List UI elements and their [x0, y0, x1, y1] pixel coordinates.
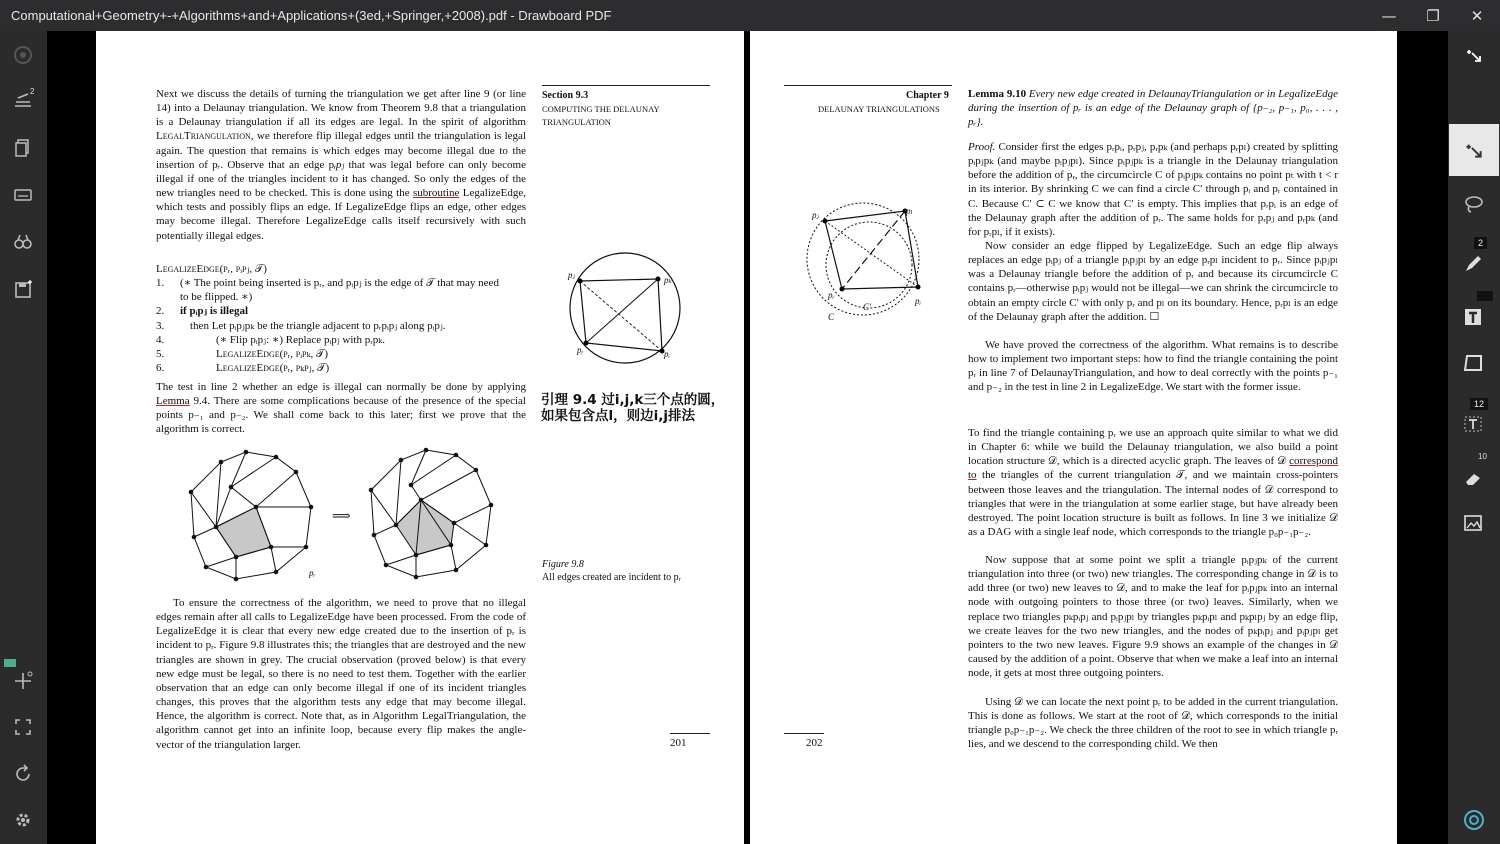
image-icon[interactable] [1458, 508, 1488, 538]
label-pr-fig98: pᵣ [309, 568, 316, 578]
pen-icon[interactable] [1458, 249, 1488, 279]
text-badge: 12 [1470, 398, 1488, 410]
paragraph-3: To find the triangle containing pᵣ we use an approach quite similar to what we did in Chapter 6: while we build the Delaunay triangulation, we also build a point location structure 𝒟, which is a directed acyclic graph. The leaves of 𝒟 correspond to the triangles of the current triangulation 𝒯, and we maintain cross-pointers between those leaves and the triangulation. The internal nodes of 𝒟 correspond to triangles that were in the triangulation at some earlier stage, but have already been destroyed. The point location structure is built as follows. In line 3 we initialize 𝒟 as a DAG with a single leaf node, which corresponds to the triangle p₀p₋₁p₋₂. [968, 427, 1338, 539]
fit-screen-icon[interactable] [8, 712, 38, 742]
implies-arrow: ⟹ [332, 508, 351, 523]
eraser-badge: 10 [1478, 452, 1487, 461]
cursor-tool-icon[interactable] [1458, 39, 1488, 69]
pdf-page-202 [750, 31, 1397, 844]
label-pi: pᵢ [664, 349, 670, 359]
title-bar [0, 0, 1500, 31]
color-swatch[interactable] [1477, 291, 1493, 301]
rotate-icon[interactable] [8, 759, 38, 789]
footer-rule [784, 733, 824, 734]
label-pk: pₖ [664, 275, 672, 285]
header-rule [542, 85, 710, 86]
assistant-ring-icon[interactable] [1459, 805, 1489, 835]
window-title: Computational+Geometry+-+Algorithms+and+Applications+(3ed,+Springer,+2008).pdf - Drawboard PDF [11, 8, 612, 23]
keyboard-icon[interactable] [8, 180, 38, 210]
label-cprime: C′ [863, 302, 871, 312]
figure-caption-text: All edges created are incident to pᵣ [542, 572, 681, 583]
lemma-highlight: Lemma [156, 395, 190, 408]
select-tool-active[interactable] [1449, 124, 1499, 176]
lasso-icon[interactable] [1458, 189, 1488, 219]
gear-icon[interactable] [8, 805, 38, 835]
section-sub1: COMPUTING THE DELAUNAY [542, 104, 660, 114]
ink-layers-badge: 2 [30, 87, 35, 96]
correspond-highlight: correspond to [968, 455, 1338, 482]
label-pj: pⱼ [812, 210, 819, 220]
paragraph-1: Next we discuss the details of turning the triangulation we get after line 9 (or line 14) into a Delaunay triangulation. We know from Theorem 9.8 that a triangulation is a Delaunay triangulation if all its edges are legal. In the spirit of algorithm LegalTriangulation, we therefore flip illegal edges until the triangulation is legal again. The question that remains is which edges may become illegal due to the insertion of pᵣ. Observe that an edge pᵢpⱼ that was legal before can only become illegal if one of the triangles incident to it has changed. So only the edges of the new triangles need to be checked. This is done using the subroutine LegalizeEdge, which tests and possibly flips an edge. If LegalizeEdge flips an edge, other edges may become illegal. Therefore LegalizeEdge calls itself recursively with such potentially illegal edges. [156, 88, 526, 242]
algorithm-block: LegalizeEdge(pᵣ, pᵢpⱼ, 𝒯) 1. (∗ The point being inserted is pᵣ, and pᵢpⱼ is the edge of 𝒯 that may need to be flipped. ∗) 2. if pᵢpⱼ is illegal 3. then Let pᵢpⱼpₖ be the triangle adjacent to pᵣpᵢpⱼ along pᵢpⱼ. 4. (∗ Flip pᵢpⱼ: ∗) Replace pᵢpⱼ with pᵣpₖ. 5. LegalizeEdge(pᵣ, pᵢpₖ, 𝒯) 6. LegalizeEdge(pᵣ, pₖpⱼ, 𝒯) [156, 262, 536, 375]
paragraph-3: To ensure the correctness of the algorithm, we need to prove that no illegal edges remain after all calls to LegalizeEdge have been processed. From the code of LegalizeEdge it is clear that every new edge created due to the insertion of pᵣ is incident to pᵣ. Figure 9.8 illustrates this; the triangles that are destroyed and the new triangles are shown in grey. The crucial observation (proved below) is that every new edge must be legal, so there is no need to test them. Together with the earlier observation that an edge can only become illegal if one of its incident triangles changes, this proves that the algorithm tests any edge that may become illegal. Hence, the algorithm is correct. Note that, as in Algorithm LegalTriangulation, the algorithm cannot get into an infinite loop, because every flip makes the angle-vector of the triangulation larger. [156, 597, 526, 751]
binoculars-search-icon[interactable] [8, 227, 38, 257]
header-rule [784, 85, 952, 86]
shape-icon[interactable] [1458, 348, 1488, 378]
right-sidebar [1448, 31, 1500, 844]
eraser-icon[interactable] [1458, 463, 1488, 493]
chapter-sub: DELAUNAY TRIANGULATIONS [818, 104, 940, 114]
subroutine-highlight: subroutine [412, 187, 460, 200]
add-page-icon[interactable] [8, 665, 38, 695]
chapter-header: Chapter 9 [906, 90, 949, 101]
figure-caption-title: Figure 9.8 [542, 559, 584, 570]
save-icon[interactable] [8, 274, 38, 304]
paragraph-4: Now suppose that at some point we split a triangle pᵢpⱼpₖ of the current triangulation into three (or two) new triangles. The corresponding change in 𝒟 is to add three (or two) new leaves to 𝒟, and to make the leaf for pᵢpⱼpₖ into an internal node with outgoing pointers to those three (or two) leaves. Similarly, when we replace two triangles pₖpᵢpⱼ and pᵢpⱼpₗ by triangles pₖpᵢpₗ and pₖpₗpⱼ by an edge flip, we create leaves for the two new triangles, and the nodes of pₖpᵢpⱼ and pᵢpⱼpₗ get pointers to the two new leaves. Figure 9.9 shows an example of the changes in 𝒟 caused by the addition of a point. Observe that when we make a leaf into an internal node, it gets at most three outgoing pointers. [968, 554, 1338, 680]
qed-symbol: ☐ [1149, 310, 1160, 323]
proof-paragraph: Proof. Consider first the edges pᵣpᵢ, pᵣpⱼ, pᵣpₖ (and perhaps pᵣpₗ) created by splitting pᵢpⱼpₖ (and maybe pᵢpⱼpₗ). Since pᵢpⱼpₖ is a triangle in the Delaunay triangulation before the addition of pᵣ, the circumcircle C of pᵢpⱼpₖ contains no point pₜ with t < r in its interior. By shrinking C we can find a circle C′ through pᵢ and pᵣ contained in C. Because C′ ⊂ C we know that C′ is empty. This implies that pᵣpᵢ is an edge of the Delaunay graph after the addition of pᵣ. The same holds for pᵣpⱼ and pᵣpₖ (and for pᵣpₗ, if it exists). [968, 141, 1338, 238]
pen-badge: 2 [1474, 237, 1487, 249]
chinese-annotation-line1[interactable]: 引理 9.4 过i,j,k三个点的圆， [541, 392, 725, 408]
proof-paragraph-2: Now consider an edge flipped by LegalizeEdge. Such an edge flip always replaces an edge pᵢpⱼ of a triangle pᵢpⱼpₗ by an edge pᵣpₗ incident to pᵣ. Since pᵢpⱼpₗ was a Delaunay triangle before the addition of pᵣ and because its circumcircle C contains pᵣ—otherwise pᵢpⱼ would not be illegal—we can shrink the circumcircle to obtain an empty circle C′ with only pᵣ and pₗ on its boundary. Hence, pᵣpₗ is an edge of the Delaunay graph after the addition. ☐ [968, 240, 1338, 323]
ring-icon[interactable] [8, 40, 38, 70]
page-number-201: 201 [670, 737, 687, 749]
chinese-annotation-line2[interactable]: 如果包含点l，则边i,j排法 [541, 408, 696, 424]
text-tool-icon[interactable] [1458, 409, 1488, 439]
restore-button[interactable]: ❐ [1426, 7, 1440, 25]
label-pr: pᵣ [828, 290, 835, 300]
paragraph-2: We have proved the correctness of the algorithm. What remains is to describe how to implement two important steps: how to find the triangle containing the point pᵣ in line 7 of DelaunayTriangulation, and how to deal correctly with the points p₋₁ and p₋₂ in the test in line 2 in LegalizeEdge. We start with the former issue. [968, 339, 1338, 394]
paragraph-2: The test in line 2 whether an edge is illegal can normally be done by applying Lemma 9.4. There are some complications because of the presence of the special points p₋₁ and p₋₂. We shall come back to this later; first we prove that the algorithm is correct. [156, 381, 526, 436]
algo-head: LegalizeEdge(pᵣ, pᵢpⱼ, 𝒯) [156, 263, 267, 275]
label-pr: pᵣ [577, 345, 584, 355]
section-header: Section 9.3 [542, 90, 589, 101]
minimize-button[interactable]: — [1381, 7, 1397, 25]
label-c: C [828, 312, 835, 322]
lemma-9-10: Lemma 9.10 Every new edge created in DelaunayTriangulation or in LegalizeEdge during the insertion of pᵣ is an edge of the Delaunay graph of {p₋₂, p₋₁, p₀, . . . , pᵣ}. [968, 88, 1338, 129]
close-button[interactable]: ✕ [1470, 7, 1484, 25]
section-sub2: TRIANGULATION [542, 117, 611, 127]
paragraph-5: Using 𝒟 we can locate the next point pᵣ to be added in the current triangulation. This is done as follows. We start at the root of 𝒟, which corresponds to the initial triangle p₀p₋₁p₋₂. We check the three children of the root to see in which triangle pᵣ lies, and we descend to the corresponding child. We then [968, 696, 1338, 751]
label-pj: pⱼ [568, 270, 575, 280]
pages-icon[interactable] [8, 133, 38, 163]
pdf-page-201 [96, 31, 744, 844]
label-pl: pₗ [906, 206, 913, 216]
left-sidebar [0, 31, 47, 844]
footer-rule [670, 733, 710, 734]
circle-figure [566, 251, 691, 366]
page-number-202: 202 [806, 737, 823, 749]
label-pi: pᵢ [915, 296, 921, 306]
text-box-icon[interactable] [1458, 302, 1488, 332]
